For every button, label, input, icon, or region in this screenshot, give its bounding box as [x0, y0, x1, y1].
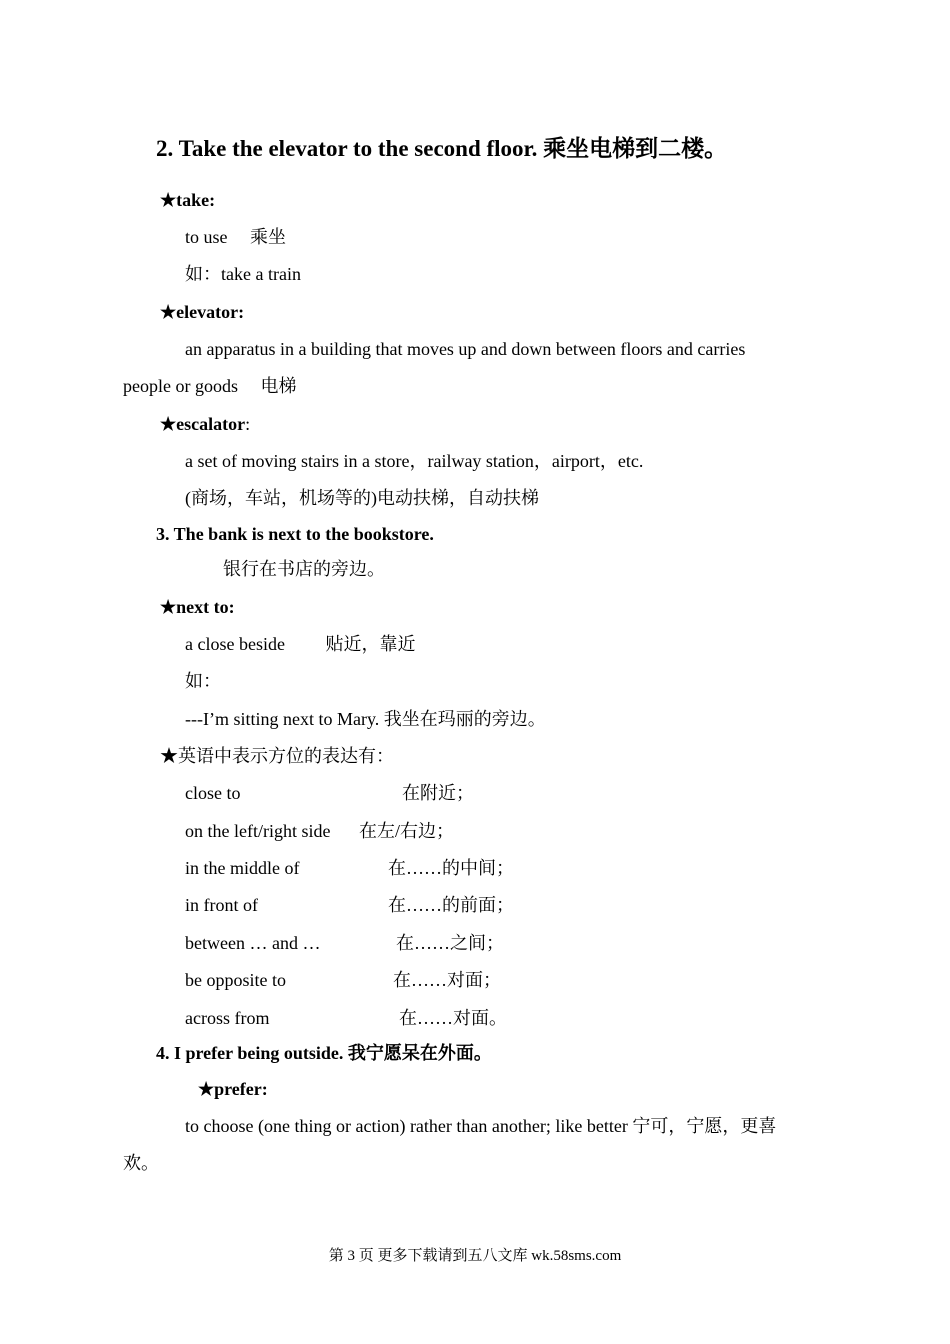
- elevator-definition-line1: an apparatus in a building that moves up and down between floors and carries: [185, 339, 746, 359]
- position-en: be opposite to: [185, 970, 286, 990]
- position-en: close to: [185, 783, 241, 803]
- escalator-definition-cn: (商场，车站，机场等的)电动扶梯，自动扶梯: [185, 488, 539, 508]
- term-take: ★take:: [160, 190, 216, 210]
- page-footer: 第 3 页 更多下载请到五八文库 wk.58sms.com: [328, 1248, 622, 1264]
- position-cn: 在左/右边；: [359, 821, 455, 841]
- position-en: across from: [185, 1008, 270, 1028]
- position-en: in front of: [185, 895, 258, 915]
- position-en: in the middle of: [185, 858, 300, 878]
- take-definition: to use 乘坐: [185, 227, 286, 247]
- position-cn: 在……对面。: [399, 1008, 507, 1028]
- position-cn: 在……之间；: [396, 933, 504, 953]
- position-cn: 在附近；: [402, 783, 474, 803]
- elevator-definition-line2: people or goods 电梯: [123, 376, 297, 396]
- escalator-definition: a set of moving stairs in a store，railway station，airport，etc.: [185, 451, 644, 471]
- next-to-example: ---I’m sitting next to Mary. 我坐在玛丽的旁边。: [185, 709, 546, 729]
- escalator-term-line: [160, 413, 250, 435]
- position-expressions-title: ★英语中表示方位的表达有：: [160, 746, 394, 766]
- term-next-to: ★next to:: [160, 597, 235, 617]
- next-to-example-label: 如：: [185, 671, 221, 691]
- section-3-heading: 3. The bank is next to the bookstore.: [156, 524, 434, 544]
- section-3-translation: 银行在书店的旁边。: [223, 559, 385, 579]
- next-to-definition: a close beside 贴近，靠近: [185, 634, 416, 654]
- position-cn: 在……对面；: [393, 970, 501, 990]
- section-2-heading: 2. Take the elevator to the second floor. 乘坐电梯到二楼。: [156, 136, 728, 161]
- term-escalator: ★escalator: [160, 414, 246, 434]
- term-elevator: ★elevator:: [160, 302, 245, 322]
- escalator-colon: :: [245, 414, 251, 434]
- position-en: between … and …: [185, 933, 321, 953]
- position-en: on the left/right side: [185, 821, 331, 841]
- prefer-definition-line2: 欢。: [123, 1153, 159, 1173]
- prefer-definition-line1: to choose (one thing or action) rather than another; like better 宁可，宁愿，更喜: [185, 1116, 777, 1136]
- position-cn: 在……的前面；: [388, 895, 514, 915]
- position-cn: 在……的中间；: [388, 858, 514, 878]
- take-example: 如：take a train: [185, 264, 301, 284]
- term-prefer: ★prefer:: [198, 1079, 268, 1099]
- section-4-heading: 4. I prefer being outside. 我宁愿呆在外面。: [156, 1043, 492, 1063]
